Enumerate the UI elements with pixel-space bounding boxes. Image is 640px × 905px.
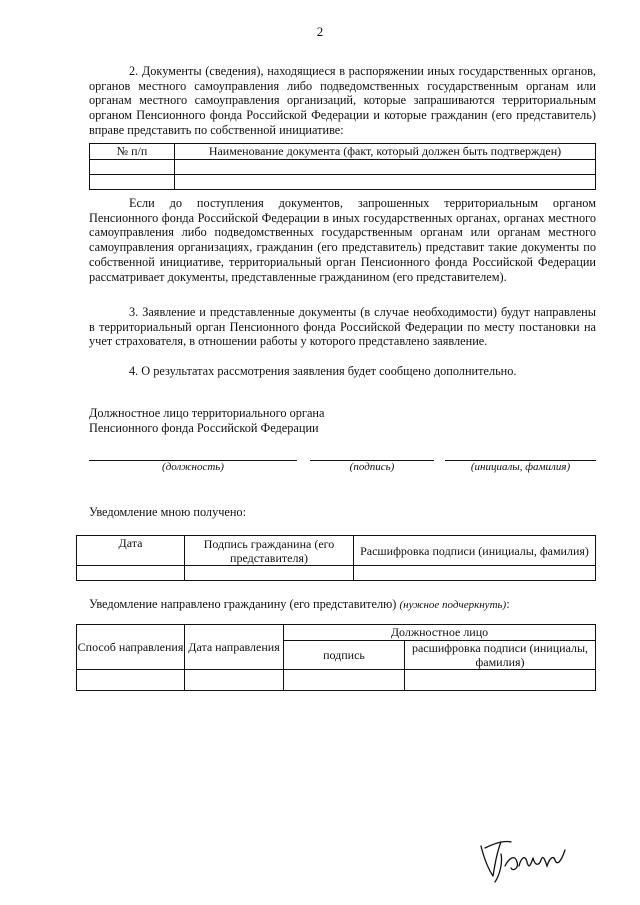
notice-received-cell [354,566,596,581]
section-2-paragraph [89,64,596,138]
documents-table [89,143,596,190]
notice-sent-heading-line [89,597,510,612]
official-block [89,406,324,436]
position-label: (должность) [162,461,224,473]
notice-sent-header-official: Должностное лицо [284,625,596,641]
notice-sent-colon: : [506,597,510,611]
notice-sent-heading: Уведомление направлено гражданину (его представителю) [89,597,397,611]
name-label: (инициалы, фамилия) [470,461,571,473]
notice-sent-note: (нужное подчеркнуть) [399,599,507,611]
signature-label: (подпись) [349,461,395,473]
notice-sent-cell [405,670,596,691]
notice-received-heading: Уведомление мною получено: [89,505,247,519]
notice-received-header-date: Дата [77,536,185,566]
notice-received-table [76,535,596,581]
section-2-text: 2. Документы (сведения), находящиеся в распоряжении иных государственных органов, органов местного самоуправления либо подведомственных государственным органам или органам местного самоуправления организаций, которые запрашиваются территориальным органом Пенсионного фонда Российской Федерации и которые гражданин (его представитель) вправе представить по собственной инициативе: [89,64,596,137]
notice-received-cell [77,566,185,581]
notice-sent-cell [77,670,185,691]
notice-received-header-signature: Подпись гражданина (его представителя) [185,536,354,566]
official-line-2: Пенсионного фонда Российской Федерации [89,421,319,435]
official-line-1: Должностное лицо территориального органа [89,406,325,420]
notice-sent-cell [185,670,284,691]
page-number: 2 [316,24,324,39]
documents-table-cell [175,160,596,175]
documents-table-cell [90,175,175,190]
if-documents-paragraph [89,196,596,284]
documents-table-header-name: Наименование документа (факт, который должен быть подтвержден) [175,144,596,160]
notice-received-header-decode: Расшифровка подписи (инициалы, фамилия) [354,536,596,566]
section-4-text: 4. О результатах рассмотрения заявления будет сообщено дополнительно. [129,364,517,378]
section-3-text: 3. Заявление и представленные документы (в случае необходимости) будут направлены в территориальный орган Пенсионного фонда Российской Федерации по месту постановки на учет страхователя, в отношении работы у которого представлено заявление. [89,305,596,349]
documents-table-cell [175,175,596,190]
if-documents-text: Если до поступления документов, запрошенных территориальным органом Пенсионного фонда Российской Федерации в иных государственных органах, органах местного самоуправления либо подведомственных государственным органам или органам местного самоуправления организациях, гражданин (его представитель) представит такие документы по собственной инициативе, территориальный орган Пенсионного фонда Российской Федерации рассматривает документы, представленные гражданином (его представителем). [89,196,596,284]
section-4-paragraph [89,364,596,379]
notice-sent-header-date: Дата направления [185,625,284,670]
notice-sent-header-method: Способ направления [77,625,185,670]
notice-sent-cell [284,670,405,691]
section-3-paragraph [89,305,596,349]
notice-sent-header-decode: расшифровка подписи (инициалы, фамилия) [405,641,596,670]
notice-received-cell [185,566,354,581]
handwritten-signature [475,832,575,887]
documents-table-header-number: № п/п [90,144,175,160]
notice-sent-table [76,624,596,691]
notice-sent-header-signature: подпись [284,641,405,670]
documents-table-cell [90,160,175,175]
